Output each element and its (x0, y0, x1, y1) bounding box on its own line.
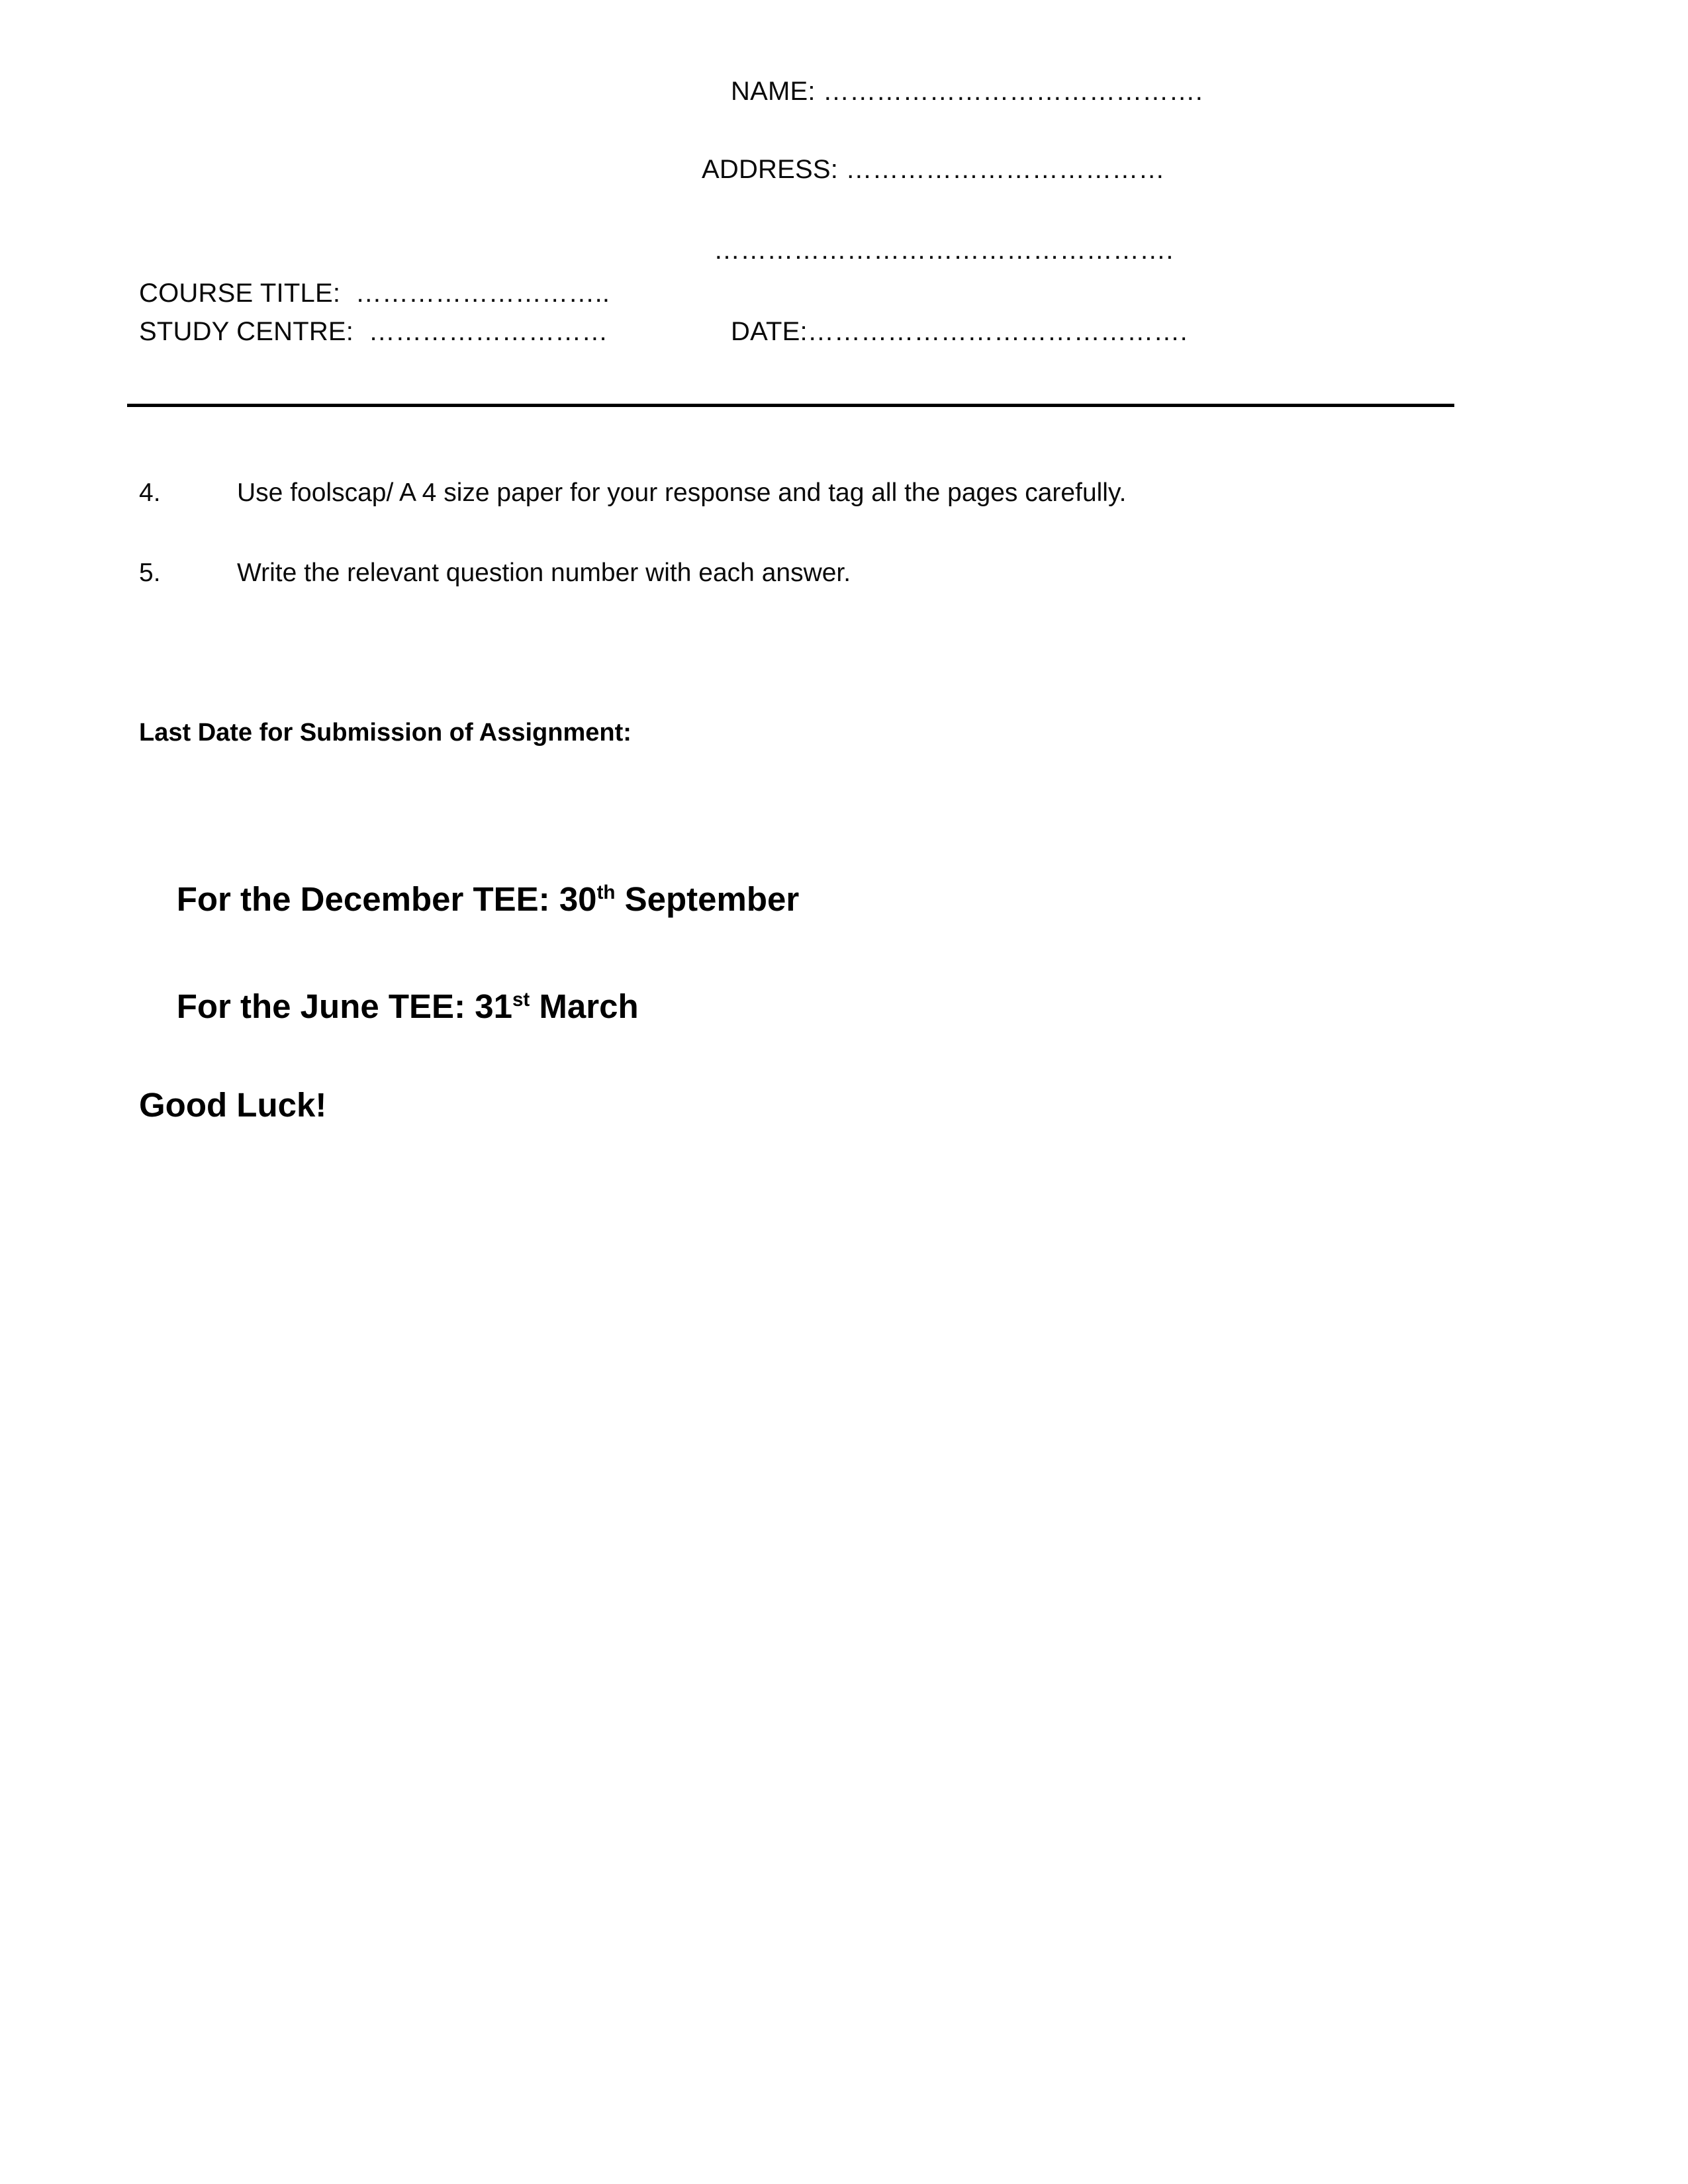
december-deadline-prefix: For the December TEE: 30 (176, 880, 597, 918)
june-deadline-prefix: For the June TEE: 31 (176, 987, 512, 1025)
december-deadline-ordinal: th (596, 882, 616, 903)
instruction-number: 5. (139, 559, 161, 587)
june-deadline-ordinal: st (512, 989, 530, 1011)
december-deadline-line (139, 841, 799, 958)
june-deadline-line (139, 948, 639, 1065)
address-continuation-line: ……………………………………………. (714, 236, 1174, 265)
instruction-number: 4. (139, 478, 161, 507)
study-centre-field-line: STUDY CENTRE: ……………………… (139, 317, 608, 346)
address-field-line: ADDRESS: ……………………………… (702, 155, 1165, 184)
date-field-line: DATE:……………………………………. (731, 317, 1188, 346)
instruction-text: Write the relevant question number with each answer. (237, 559, 851, 587)
instruction-item-5 (139, 558, 1463, 589)
submission-heading: Last Date for Submission of Assignment: (139, 719, 632, 747)
header-divider-rule (127, 404, 1454, 407)
good-luck-text: Good Luck! (139, 1086, 327, 1124)
instruction-item-4 (139, 478, 1463, 509)
june-deadline-suffix: March (530, 987, 639, 1025)
december-deadline-suffix: September (615, 880, 800, 918)
name-field-line: NAME: ……………………………………. (731, 77, 1203, 106)
course-title-field-line: COURSE TITLE: ……………………….. (139, 279, 610, 308)
instruction-text: Use foolscap/ A 4 size paper for your response and tag all the pages carefully. (237, 478, 1127, 507)
